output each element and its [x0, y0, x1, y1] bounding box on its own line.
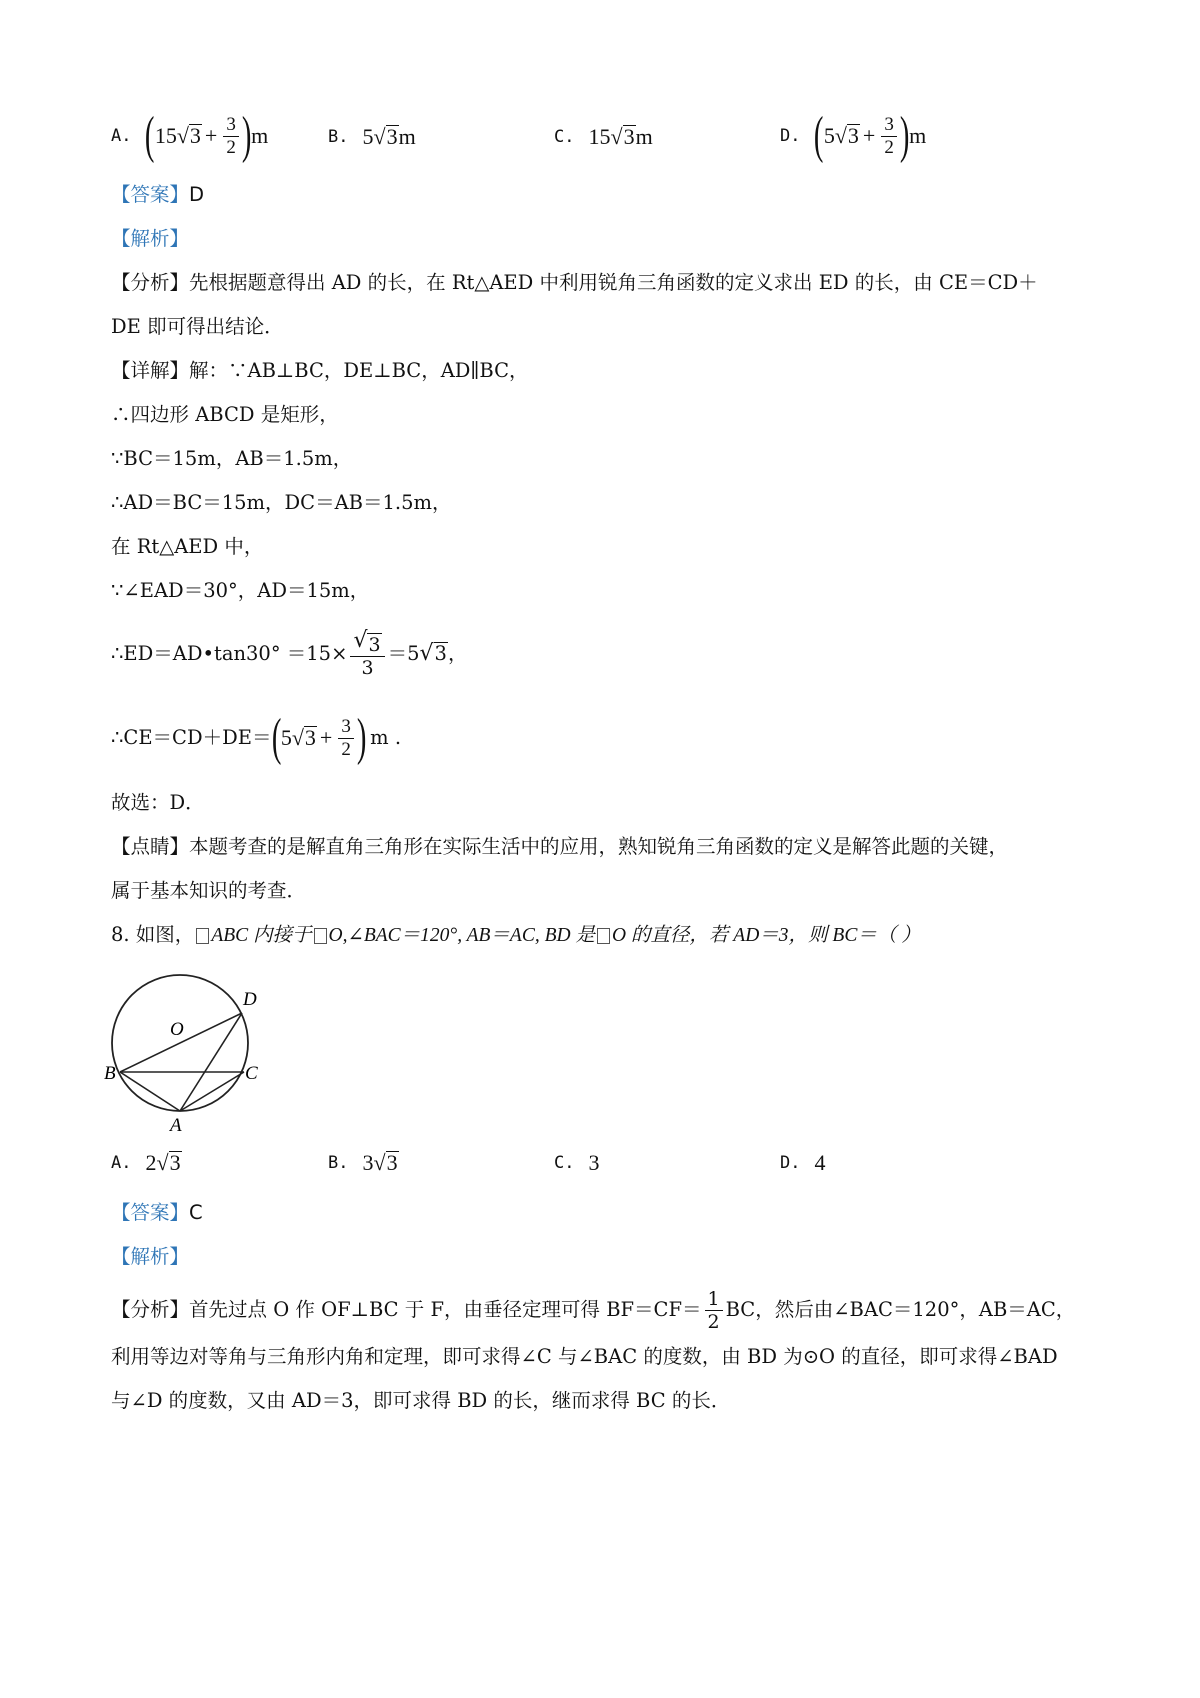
option-expression: [588, 122, 652, 152]
denominator: 2: [884, 136, 894, 158]
answer-value: C: [189, 1201, 203, 1224]
option-label: B.: [328, 127, 349, 147]
label-o: O: [170, 1019, 184, 1040]
denominator: 3: [361, 656, 374, 679]
label-c: C: [245, 1063, 258, 1084]
unit: m: [251, 123, 269, 148]
fraction: [350, 627, 384, 679]
label-a: A: [170, 1115, 182, 1136]
sqrt: √ 3: [834, 123, 859, 148]
radicand: 3: [623, 124, 635, 149]
coefficient: 2: [145, 1150, 157, 1175]
q8-option-c[interactable]: [554, 1148, 599, 1178]
q8-geometry-figure: [100, 965, 300, 1145]
option-expression: 3: [588, 1150, 600, 1175]
unit: m: [635, 124, 653, 149]
q7-analysis-tag: 【解析】: [111, 227, 190, 250]
q7-choice: 故选：D．: [111, 791, 205, 814]
sqrt: √ 3: [373, 124, 398, 149]
radicand: 3: [434, 642, 447, 665]
fraction: [705, 1288, 723, 1333]
unit: m: [909, 123, 927, 148]
fenxi-text: 先根据题意得出 AD 的长，在 Rt△AED 中利用锐角三角函数的定义求出 ED 的长，由 CE＝CD＋: [189, 271, 1038, 294]
q7-step-7: [111, 626, 467, 682]
fenxi-tag: 【分析】: [111, 1298, 190, 1321]
q7-step-6: ∵∠EAD＝30°，AD＝15m，: [111, 579, 370, 602]
denominator: 2: [226, 136, 236, 158]
option-label: C.: [554, 1153, 575, 1173]
fraction: [223, 114, 239, 159]
q7-step-8: [111, 710, 401, 766]
denominator: 2: [341, 738, 351, 760]
step-text: 解：∵AB⊥BC，DE⊥BC，AD∥BC，: [189, 359, 529, 382]
sqrt: √ 3: [176, 123, 201, 148]
denominator: 2: [707, 1310, 720, 1333]
stem-text: ABC 内接于: [211, 925, 312, 946]
stem-text: O 的直径，若 AD＝3，则 BC＝（ ）: [611, 925, 921, 946]
coefficient: 15: [154, 123, 177, 148]
numerator: 3: [338, 716, 354, 739]
option-label: D.: [780, 1153, 801, 1173]
sqrt: √ 3: [610, 124, 635, 149]
option-label: C.: [554, 127, 575, 147]
option-expression: ( 15 √ 3 + $\frac{3}{2}$ ) m: [145, 107, 269, 164]
coefficient: 5: [823, 123, 835, 148]
step-text: ＝5: [387, 642, 420, 665]
label-b: B: [104, 1063, 116, 1084]
coefficient: 3: [362, 1150, 374, 1175]
q8-fenxi-line2: 利用等边对等角与三角形内角和定理，即可求得∠C 与∠BAC 的度数，由 BD 为⊙O 的直径，即可求得∠BAD: [111, 1345, 1058, 1368]
radicand: 3: [847, 123, 859, 148]
answer-tag: 【答案】: [111, 183, 190, 206]
dianjing-tag: 【点睛】: [111, 835, 190, 858]
sqrt: √ 3: [373, 1150, 398, 1175]
q7-option-a[interactable]: [111, 107, 269, 164]
sqrt: √ 3: [156, 1150, 181, 1175]
coefficient: 15: [588, 124, 611, 149]
numerator: 3: [881, 114, 897, 137]
step-text: ∴ED＝AD•tan30° ＝15×: [111, 642, 348, 665]
option-label: D.: [780, 126, 801, 146]
dianjing-text: 本题考查的是解直角三角形在实际生活中的应用，熟知锐角三角函数的定义是解答此题的关键，: [189, 835, 1009, 858]
sqrt: √ 3: [419, 641, 447, 666]
radicand: 3: [169, 1150, 181, 1175]
option-label: B.: [328, 1153, 349, 1173]
q7-dianjing-line1: [111, 832, 1008, 862]
segment-ba: [120, 1072, 180, 1111]
q8-option-d[interactable]: [780, 1148, 825, 1178]
coefficient: 5: [362, 124, 374, 149]
q8-answer-line: [111, 1198, 203, 1228]
q7-option-b[interactable]: [328, 122, 416, 152]
step-expression: ( 5 √ 3 + $\frac{3}{2}$ ): [271, 709, 367, 766]
radicand: 3: [386, 1150, 398, 1175]
q7-step-5: 在 Rt△AED 中，: [111, 535, 264, 558]
answer-value: D: [189, 183, 205, 206]
option-expression: 4: [814, 1150, 826, 1175]
q7-fenxi-line1: [111, 268, 1038, 298]
q7-option-d[interactable]: [780, 107, 927, 164]
answer-tag: 【答案】: [111, 1201, 190, 1224]
option-expression: [145, 1148, 181, 1178]
q7-dianjing-line2: 属于基本知识的考查．: [111, 879, 307, 902]
q8-option-b[interactable]: [328, 1148, 399, 1178]
triangle-symbol-placeholder-icon: [196, 928, 209, 944]
stem-text: 8. 如图，: [111, 923, 195, 946]
q8-analysis-tag: 【解析】: [111, 1245, 190, 1268]
q7-step-2: ∴四边形 ABCD 是矩形，: [111, 403, 339, 426]
q8-fenxi-line3: 与∠D 的度数，又由 AD＝3，即可求得 BD 的长，继而求得 BC 的长．: [111, 1389, 731, 1412]
fraction: [881, 114, 897, 159]
radicand: 3: [189, 123, 201, 148]
step-text: ，: [447, 642, 468, 665]
circle-symbol-placeholder-icon: [314, 928, 327, 944]
q8-stem: [111, 920, 921, 951]
option-label: A.: [111, 126, 132, 146]
radicand: 3: [368, 633, 381, 656]
q7-step-3: ∵BC＝15m，AB＝1.5m，: [111, 447, 353, 470]
unit: m: [398, 124, 416, 149]
coefficient: 5: [280, 725, 292, 750]
radicand: 3: [386, 124, 398, 149]
q7-step-4: ∴AD＝BC＝15m，DC＝AB＝1.5m，: [111, 491, 452, 514]
option-expression: [362, 1148, 398, 1178]
q7-option-c[interactable]: [554, 122, 653, 152]
sqrt: √ 3: [291, 725, 316, 750]
option-expression: ( 5 √ 3 + $\frac{3}{2}$ ) m: [814, 107, 927, 164]
label-d: D: [243, 989, 257, 1010]
q7-xiangjie-line: [111, 356, 529, 386]
numerator: √ 3: [350, 630, 384, 657]
segment-ca: [180, 1072, 244, 1111]
q7-fenxi-line2: DE 即可得出结论．: [111, 315, 284, 338]
fenxi-tag: 【分析】: [111, 271, 190, 294]
step-text: ∴CE＝CD＋DE＝: [111, 726, 272, 749]
circle-symbol-placeholder-icon: [597, 928, 610, 944]
unit: m .: [370, 726, 402, 749]
stem-text: O,∠BAC＝120°, AB＝AC, BD 是: [328, 925, 595, 946]
numerator: 1: [705, 1288, 723, 1311]
xiangjie-tag: 【详解】: [111, 359, 190, 382]
numerator: 3: [223, 114, 239, 137]
q8-fenxi-line1: [111, 1282, 1075, 1338]
q7-answer-line: [111, 180, 204, 210]
option-expression: [362, 122, 415, 152]
q8-option-a[interactable]: [111, 1148, 182, 1178]
fraction: [338, 716, 354, 761]
fenxi-text: BC，然后由∠BAC＝120°，AB＝AC，: [725, 1298, 1076, 1321]
radicand: 3: [304, 725, 316, 750]
fenxi-text: 首先过点 O 作 OF⊥BC 于 F，由垂径定理可得 BF＝CF＝: [189, 1298, 702, 1321]
option-label: A.: [111, 1153, 132, 1173]
